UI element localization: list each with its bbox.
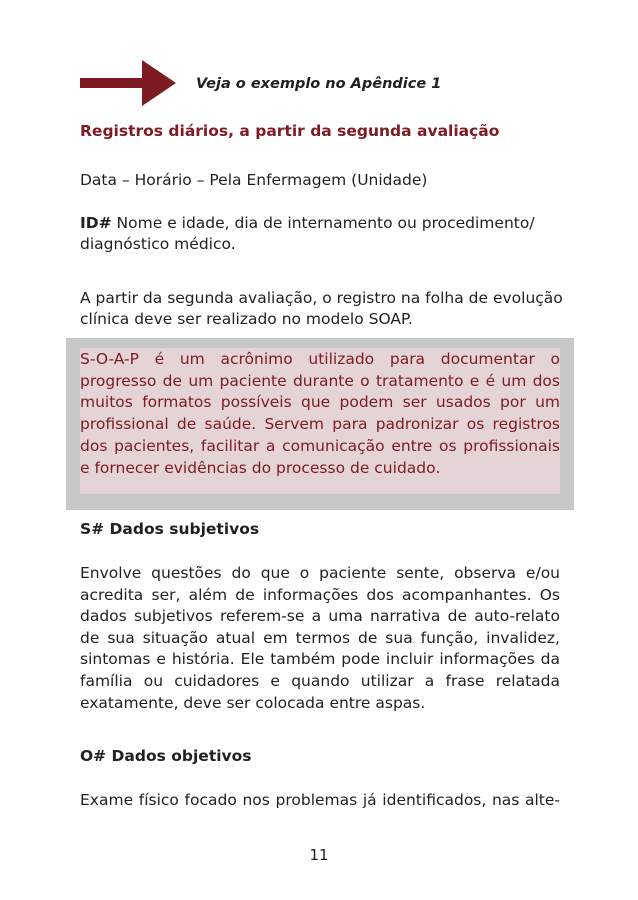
objective-text: Exame físico focado nos problemas já identificados, nas alte- bbox=[80, 791, 560, 809]
from-second-line-1: A partir da segunda avaliação, o registro na folha de evolução bbox=[80, 289, 563, 307]
id-label: ID# bbox=[80, 214, 112, 232]
soap-definition: S-O-A-P é um acrônimo utilizado para documentar o progresso de um paciente durante o tratamento e é um dos muitos formatos possíveis que podem ser usados por um profissional de saúde. Servem para padronizar os registros dos pacientes, facilitar a comunicação entre os profissionais e fornecer evidências do processo de cuidado. bbox=[80, 350, 560, 477]
subjective-text: Envolve questões do que o paciente sente, observa e/ou acredita ser, além de informações dos acompanhantes. Os dados subjetivos referem-se a uma narrativa de auto-relato de sua situação atual em termos de sua função, invalidez, sintomas e história. Ele também pode incluir informações da família ou cuidadores e quando utilizar a frase relatada exatamente, deve ser colocada entre aspas. bbox=[80, 564, 560, 712]
subjective-title: S# Dados subjetivos bbox=[80, 520, 260, 538]
id-text-line-2: diagnóstico médico. bbox=[80, 235, 236, 253]
section-title: Registros diários, a partir da segunda avaliação bbox=[80, 122, 500, 140]
arrow-right-icon bbox=[80, 60, 176, 106]
id-text-line-1: Nome e idade, dia de internamento ou procedimento/ bbox=[111, 214, 535, 232]
date-line: Data – Horário – Pela Enfermagem (Unidade) bbox=[80, 171, 428, 189]
see-example-note: Veja o exemplo no Apêndice 1 bbox=[196, 76, 442, 92]
page-number: 11 bbox=[309, 846, 329, 864]
from-second-line-2: clínica deve ser realizado no modelo SOAP. bbox=[80, 310, 413, 328]
id-line bbox=[80, 214, 535, 232]
objective-title: O# Dados objetivos bbox=[80, 747, 252, 765]
